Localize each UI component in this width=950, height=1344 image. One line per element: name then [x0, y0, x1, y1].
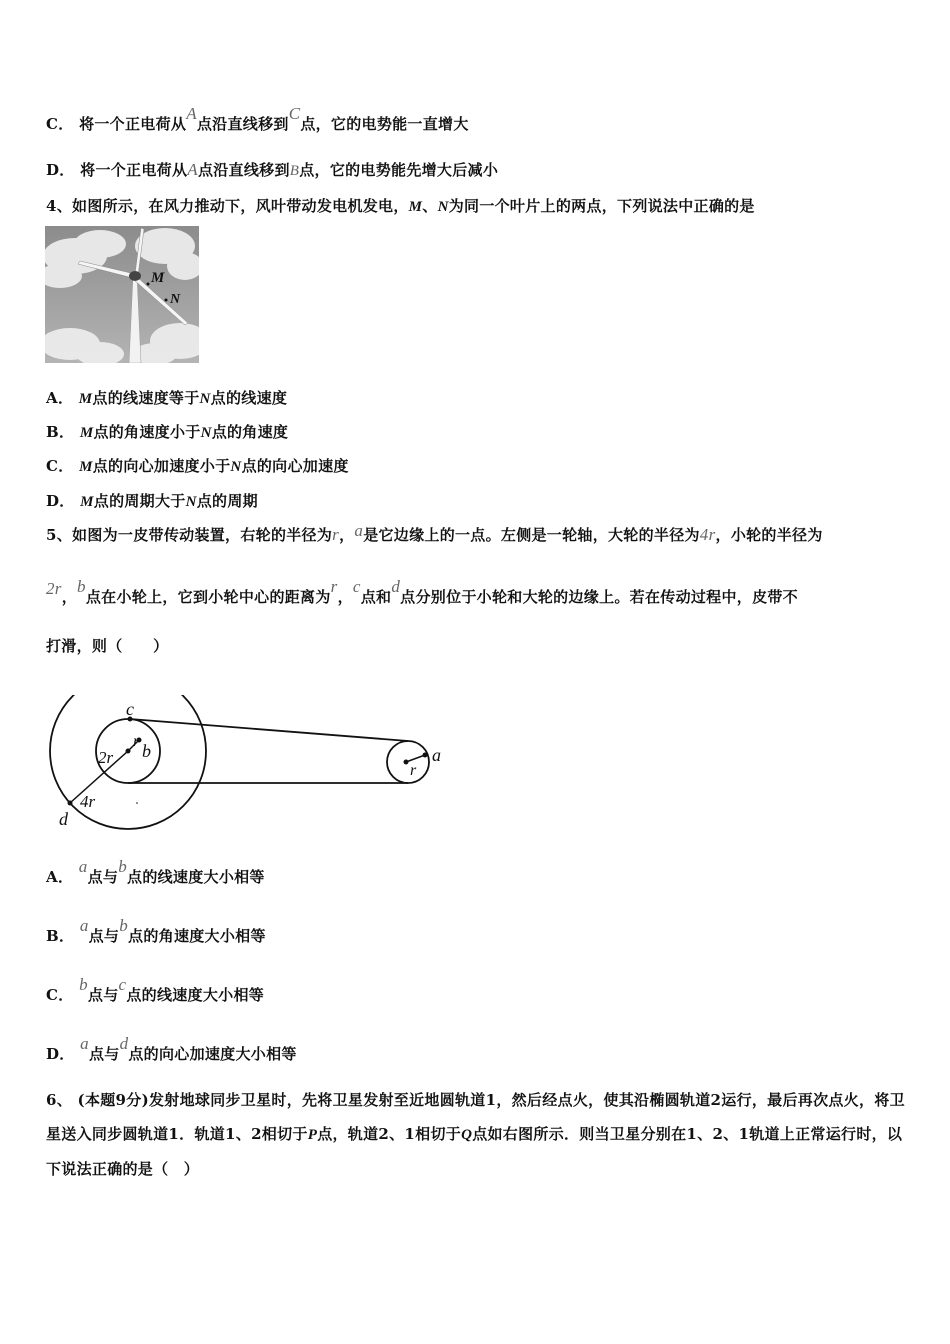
option-text: 点的向心加速度: [241, 457, 349, 475]
question-text: ，: [337, 588, 353, 606]
math-var: C: [288, 104, 301, 123]
point-label: N: [230, 459, 242, 475]
point-label: M: [78, 391, 93, 407]
point-m-marker: [147, 283, 150, 286]
option-text: 点沿直线移到: [196, 115, 289, 133]
question-text: 6、 (本题9分)发射地球同步卫星时，先将卫星发射至近地圆轨道1，然后经点火，使其沿椭圆轨道2运行，最后再次点火，将卫星送入同步圆轨道1．轨道1、2相切于: [46, 1091, 905, 1143]
point-label: M: [79, 425, 94, 441]
point-label: M: [80, 494, 94, 510]
option-label: C．: [46, 457, 74, 475]
q4-stem: [46, 195, 755, 216]
belt-drive-figure: [40, 695, 460, 835]
math-var: d: [391, 577, 401, 596]
option-text: 点的线速度等于: [92, 389, 200, 407]
math-var: 2r: [46, 579, 62, 598]
q5-stem-line-2: [46, 577, 798, 607]
option-text: 点与: [88, 1045, 120, 1063]
option-text: 将一个正电荷从: [80, 161, 188, 179]
question-text: 点，轨道2、1相切于: [317, 1125, 462, 1143]
option-text: 点的线速度: [210, 389, 288, 407]
math-var: b: [79, 975, 88, 994]
math-var: c: [118, 975, 127, 994]
question-text: 打滑，则（ ）: [46, 637, 169, 655]
option-label: D．: [46, 161, 75, 179]
question-text: 点如右图所示．则当卫星分别在1、2、1轨道上正常运行时，以下说法正确的是（ ）: [46, 1125, 903, 1178]
option-text: 点的线速度大小相等: [126, 986, 265, 1004]
math-var: b: [118, 857, 128, 876]
math-var: a: [78, 857, 88, 876]
belt-top: [130, 719, 408, 741]
speck: [136, 802, 138, 804]
option-text: 点沿直线移到: [197, 161, 290, 179]
question-text: ，: [61, 588, 78, 606]
math-var: c: [352, 577, 361, 596]
question-text: ，: [339, 526, 355, 544]
figure-label-4r: 4r: [80, 792, 96, 811]
point-d-marker: [68, 801, 73, 806]
point-label: N: [200, 425, 212, 441]
point-a-marker: [423, 753, 428, 758]
figure-label-b: b: [142, 741, 151, 761]
q4-option-d: [46, 490, 258, 511]
option-label: A．: [46, 868, 74, 886]
option-text: 点的线速度大小相等: [127, 868, 265, 886]
q3-option-c: [46, 104, 469, 134]
question-text: 点在小轮上，它到小轮中心的距离为: [85, 588, 331, 606]
figure-label-c: c: [126, 699, 134, 719]
q5-option-a: [46, 857, 265, 887]
q4-option-b: [46, 421, 288, 442]
figure-label-r-right: r: [410, 762, 417, 779]
math-var: r: [330, 577, 338, 596]
figure-label-m: M: [151, 270, 165, 286]
option-text: 点的向心加速度小于: [92, 457, 231, 475]
figure-label-a: a: [432, 745, 441, 765]
point-label: N: [437, 199, 449, 215]
question-text: 4、如图所示，在风力推动下，风叶带动发电机发电，: [46, 197, 409, 215]
axle-center: [126, 749, 131, 754]
math-var: B: [289, 163, 300, 179]
option-text: 点，它的电势能先增大后减小: [299, 161, 499, 179]
q4-option-c: [46, 455, 349, 476]
option-label: B．: [46, 927, 75, 945]
q5-option-d: [46, 1034, 297, 1064]
question-text: ，小轮的半径为: [715, 526, 823, 544]
point-label: N: [199, 391, 211, 407]
figure-label-2r: 2r: [98, 748, 114, 767]
option-label: B．: [46, 423, 75, 441]
math-var: a: [79, 916, 89, 935]
option-text: 点的角速度小于: [93, 423, 201, 441]
q3-option-d: [46, 159, 498, 180]
q6-stem: [46, 1083, 908, 1186]
right-axle-center: [404, 760, 409, 765]
option-text: 点的周期大于: [93, 492, 186, 510]
option-text: 点与: [87, 868, 119, 886]
turbine-hub: [129, 271, 141, 281]
point-label: P: [307, 1127, 318, 1143]
math-var: a: [80, 1034, 89, 1053]
option-label: A．: [46, 389, 74, 407]
q4-option-a: [46, 387, 287, 408]
point-label: M: [79, 459, 93, 475]
point-label: Q: [461, 1127, 473, 1143]
option-label: D．: [46, 492, 75, 510]
q5-option-c: [46, 975, 265, 1005]
option-text: 点与: [88, 927, 120, 945]
option-text: 点与: [87, 986, 119, 1004]
math-var: A: [187, 160, 198, 179]
option-text: 点的周期: [196, 492, 258, 510]
question-text: 5、如图为一皮带传动装置，右轮的半径为: [46, 526, 333, 544]
figure-label-r: r: [133, 733, 140, 750]
math-var: a: [354, 521, 364, 540]
option-text: 点的角速度: [211, 423, 289, 441]
option-text: 点的角速度大小相等: [128, 927, 266, 945]
option-label: C．: [46, 115, 74, 133]
option-label: C．: [46, 986, 74, 1004]
option-text: 点的向心加速度大小相等: [128, 1045, 297, 1063]
point-n-marker: [165, 299, 168, 302]
q5-stem-line-3: [46, 635, 168, 656]
math-var: r: [332, 525, 340, 544]
point-label: M: [408, 199, 423, 215]
radius-right-line: [406, 755, 425, 762]
option-text: 点，它的电势能一直增大: [300, 115, 469, 133]
q5-stem-line-1: [46, 521, 823, 545]
question-text: 点分别位于小轮和大轮的边缘上。若在传动过程中，皮带不: [400, 588, 798, 606]
option-label: D．: [46, 1045, 75, 1063]
question-text: 点和: [360, 588, 392, 606]
point-label: N: [185, 494, 197, 510]
math-var: b: [119, 916, 129, 935]
question-text: 是它边缘上的一点。左侧是一轮轴，大轮的半径为: [363, 526, 700, 544]
math-var: b: [77, 577, 86, 596]
q5-option-b: [46, 916, 266, 946]
question-text: 为同一个叶片上的两点，下列说法中正确的是: [448, 197, 755, 215]
question-text: 、: [422, 197, 438, 215]
math-var: 4r: [699, 525, 716, 544]
math-var: A: [186, 104, 197, 123]
option-text: 将一个正电荷从: [79, 115, 187, 133]
figure-label-d: d: [59, 809, 68, 829]
wind-turbine-figure: [45, 226, 199, 363]
math-var: d: [119, 1034, 129, 1053]
figure-label-n: N: [170, 292, 181, 307]
